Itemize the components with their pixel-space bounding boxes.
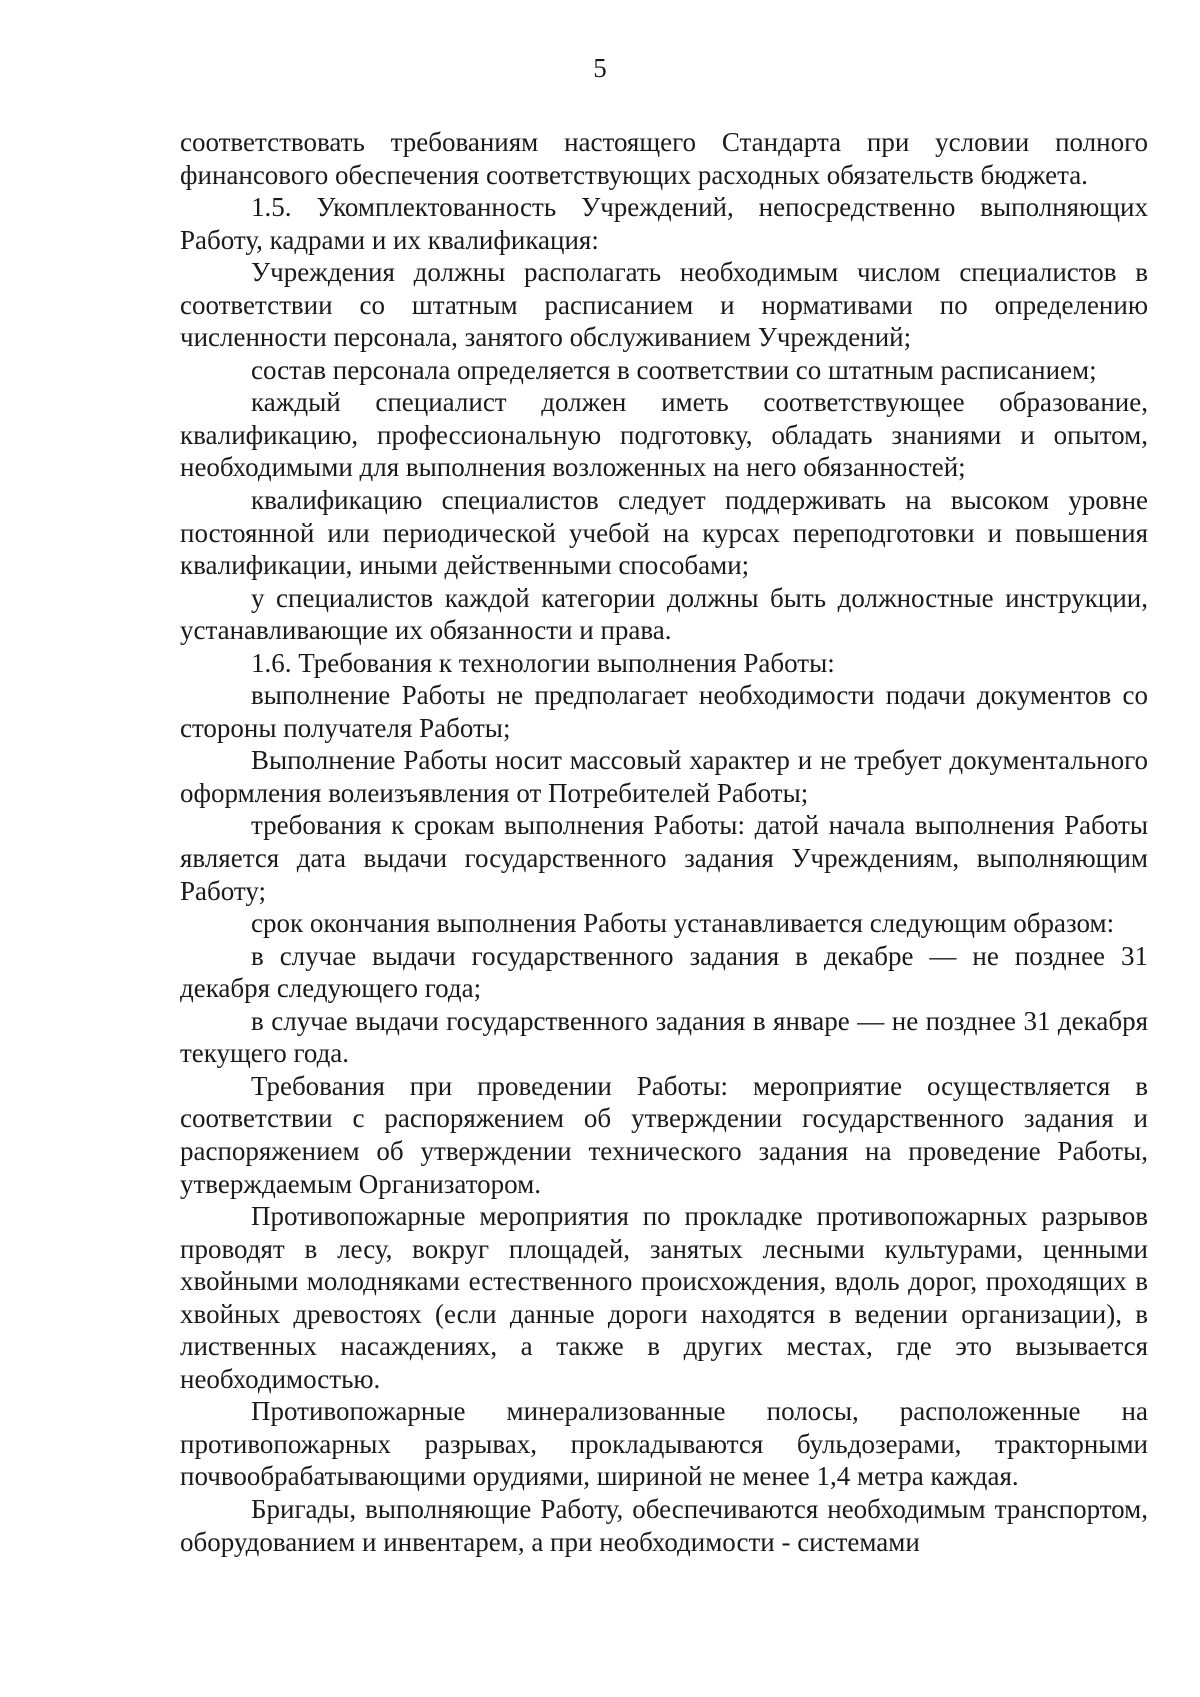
paragraph-execution-requirements: Требования при проведении Работы: мероприятие осуществляется в соответствии с распоряжением об утверждении государственного задания и распоряжением об утверждении технического задания на проведение Работы, утверждаемым Организатором.: [180, 1070, 1148, 1199]
paragraph-end-date: срок окончания выполнения Работы устанавливается следующим образом:: [251, 908, 1115, 939]
paragraph-mineralized-strips: Противопожарные минерализованные полосы, расположенные на противопожарных разрывах, прокладываются бульдозерами, тракторными почвообрабатывающими орудиями, шириной не менее 1,4 метра каждая.: [180, 1396, 1148, 1492]
paragraph-january-case: в случае выдачи государственного задания в январе — не позднее 31 декабря текущего года.: [180, 1005, 1148, 1069]
document-body: [180, 126, 1148, 1558]
paragraph-december-case: в случае выдачи государственного задания в декабре — не позднее 31 декабря следующего года;: [180, 940, 1148, 1004]
paragraph-continuation: соответствовать требованиям настоящего Стандарта при условии полного финансового обеспечения соответствующих расходных обязательств бюджета.: [180, 127, 1148, 190]
paragraph-section-1-5: 1.5. Укомплектованность Учреждений, непосредственно выполняющих Работу, кадрами и их квалификация:: [180, 192, 1148, 255]
paragraph-staffing: Учреждения должны располагать необходимым числом специалистов в соответствии со штатным расписанием и нормативами по определению численности персонала, занятого обслуживанием Учреждений;: [180, 257, 1148, 353]
paragraph-specialist-qualification: каждый специалист должен иметь соответствующее образование, квалификацию, профессиональную подготовку, обладать знаниями и опытом, необходимыми для выполнения возложенных на него обязанностей;: [180, 387, 1148, 483]
page-number: 5: [593, 53, 607, 83]
paragraph-brigades: Бригады, выполняющие Работу, обеспечиваются необходимым транспортом, оборудованием и инвентарем, а при необходимости - системами: [180, 1493, 1148, 1557]
paragraph-fire-breaks: Противопожарные мероприятия по прокладке противопожарных разрывов проводят в лесу, вокруг площадей, занятых лесными культурами, ценными хвойными молодняками естественного происхождения, вдоль дорог, проходящих в хвойных древостоях (если данные дороги находятся в ведении организации), в лиственных насаждениях, а также в других местах, где это вызывается необходимостью.: [180, 1201, 1148, 1394]
paragraph-section-1-6: 1.6. Требования к технологии выполнения Работы:: [251, 647, 835, 678]
paragraph-no-documents: выполнение Работы не предполагает необходимости подачи документов со стороны получателя Работы;: [180, 680, 1148, 743]
paragraph-staff-composition: состав персонала определяется в соответствии со штатным расписанием;: [251, 354, 1097, 385]
paragraph-qualification-maintenance: квалификацию специалистов следует поддерживать на высоком уровне постоянной или периодической учебой на курсах переподготовки и повышения квалификации, иными действенными способами;: [180, 485, 1148, 581]
paragraph-mass-character: Выполнение Работы носит массовый характер и не требует документального оформления волеизъявления от Потребителей Работы;: [180, 745, 1148, 808]
paragraph-deadline-requirements: требования к срокам выполнения Работы: датой начала выполнения Работы является дата выдачи государственного задания Учреждениям, выполняющим Работу;: [180, 810, 1148, 906]
paragraph-job-instructions: у специалистов каждой категории должны быть должностные инструкции, устанавливающие их обязанности и права.: [180, 582, 1148, 646]
